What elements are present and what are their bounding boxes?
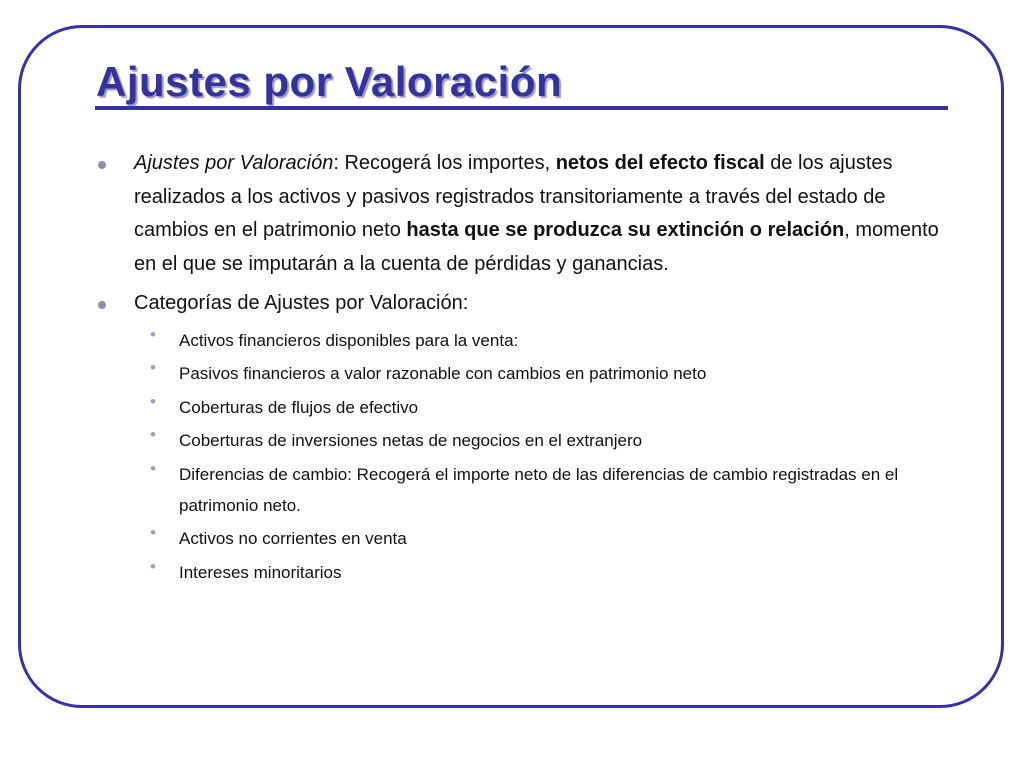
list-item [94, 392, 954, 423]
emphasis-1: netos del efecto fiscal [555, 152, 765, 174]
text-1: : Recogerá los importes, [333, 152, 556, 174]
list-item [94, 325, 954, 356]
text-3: , momento en el que se imputarán a la cuenta de pérdidas y ganancias. [134, 219, 939, 275]
bullet-dot-icon [98, 301, 106, 309]
emphasis-2: hasta que se produzca su extinción o relación [406, 219, 845, 241]
list-item [94, 358, 954, 389]
sub-bullet-icon: • [150, 358, 156, 377]
list-item-text: Intereses minoritarios [179, 562, 342, 582]
list-item-text: Activos no corrientes en venta [179, 529, 407, 548]
list-item [94, 459, 954, 521]
bullet-definition [94, 147, 954, 281]
slide-title: Ajustes por Valoración [96, 58, 563, 105]
term: Ajustes por Valoración [134, 152, 334, 174]
categories-label: Categorías de Ajustes por Valoración: [134, 292, 469, 314]
sub-bullet-icon: • [150, 458, 156, 478]
sub-bullet-icon: • [150, 523, 156, 542]
list-item-text: Coberturas de flujos de efectivo [179, 397, 419, 417]
sub-bullet-icon: • [150, 391, 156, 411]
list-item [94, 557, 954, 588]
title-underline [95, 106, 948, 110]
list-item-text: Activos financieros disponibles para la venta: [179, 330, 519, 350]
bullet-categories [94, 287, 954, 321]
bullet-dot-icon [98, 161, 106, 169]
list-item-text: Coberturas de inversiones netas de negocios en el extranjero [179, 431, 643, 450]
list-item-text: Pasivos financieros a valor razonable con cambios en patrimonio neto [179, 364, 707, 383]
list-item-text: Diferencias de cambio: Recogerá el importe neto de las diferencias de cambio registradas en el patrimonio neto. [179, 464, 899, 515]
sub-bullet-icon: • [150, 425, 156, 444]
categories-list [94, 325, 954, 588]
text-2: de los ajustes realizados a los activos y pasivos registrados transitoriamente a través del estado de cambios en el patrimonio neto [134, 152, 893, 241]
sub-bullet-icon: • [150, 324, 156, 344]
slide-content [94, 147, 954, 590]
list-item [94, 425, 954, 456]
sub-bullet-icon: • [150, 556, 156, 576]
list-item [94, 523, 954, 554]
